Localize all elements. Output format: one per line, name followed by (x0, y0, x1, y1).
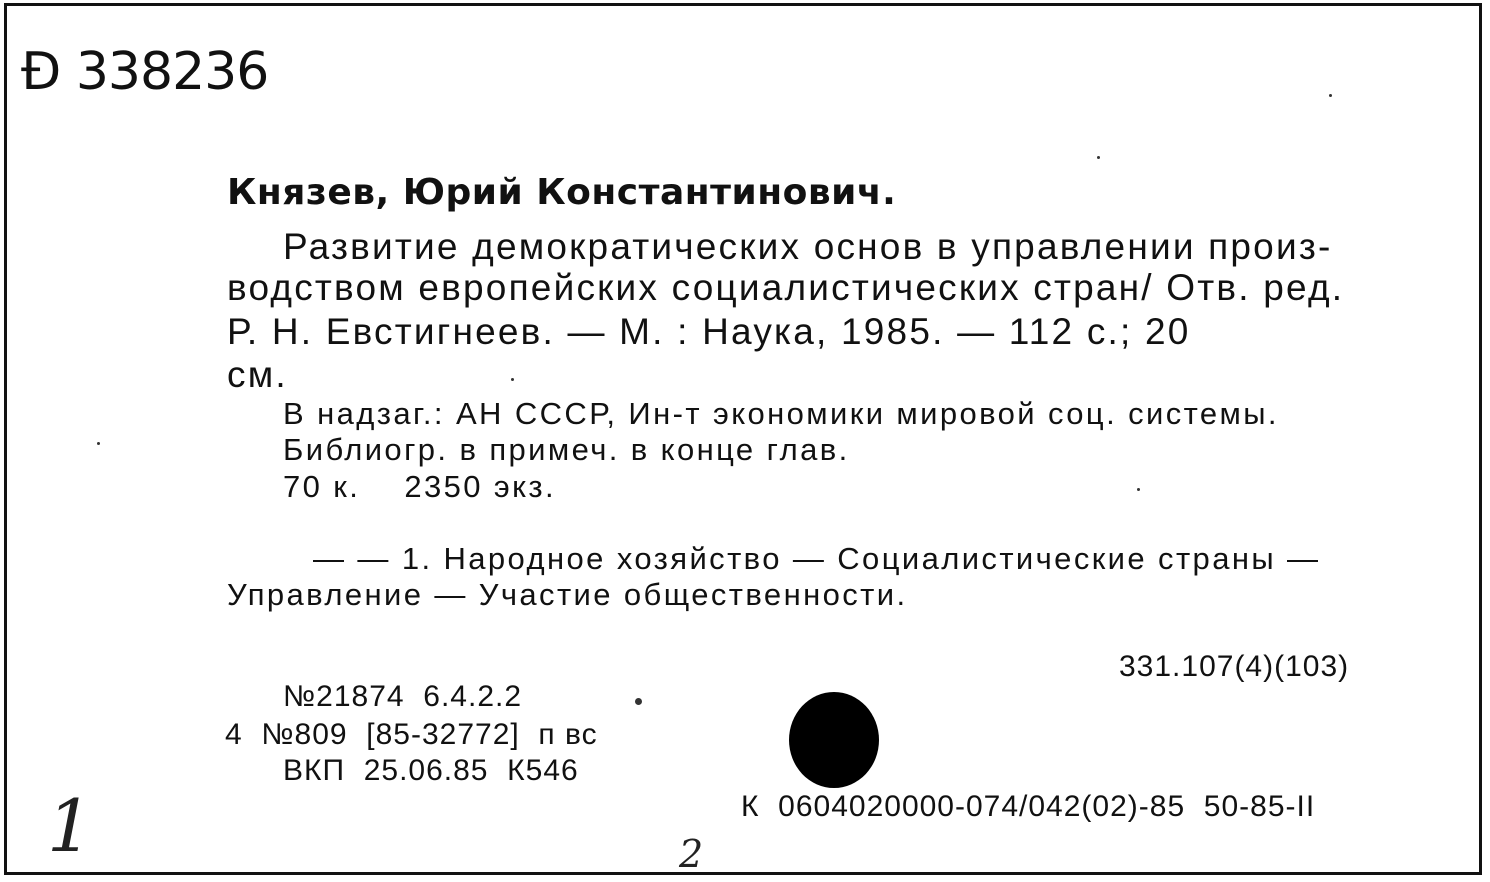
author-heading: Князев, Юрий Константинович. (227, 172, 897, 213)
catalog-code: К 0604020000-074/042(02)-85 50-85-II (741, 790, 1316, 823)
description-line: водством европейских социалистических стран/ Отв. ред. (227, 267, 1345, 308)
call-number: Ɖ 338236 (21, 42, 269, 102)
ink-speck (97, 442, 100, 445)
notes-line: 70 к. 2350 экз. (283, 469, 557, 504)
classification-index: 331.107(4)(103) (1119, 650, 1350, 683)
ink-speck (1097, 156, 1100, 159)
ink-speck (1329, 94, 1332, 97)
punch-hole (789, 692, 879, 788)
catalog-card (4, 3, 1482, 875)
ink-speck (1137, 488, 1140, 491)
ink-speck (635, 698, 642, 705)
notes-line: В надзаг.: АН СССР, Ин-т экономики мировой соц. системы. (283, 396, 1279, 431)
subject-line: — — 1. Народное хозяйство — Социалистические страны — (313, 541, 1321, 576)
ink-speck (511, 378, 514, 381)
handwritten-number-bottom: 2 (679, 832, 704, 876)
subject-line: Управление — Участие общественности. (227, 577, 908, 612)
description-line: см. (227, 354, 288, 395)
handwritten-number-left: 1 (47, 784, 93, 868)
notes-line: Библиогр. в примеч. в конце глав. (283, 432, 850, 467)
description-line: Развитие демократических основ в управлении произ- (283, 226, 1333, 267)
tech-line: 4 №809 [85-32772] п вс (225, 718, 598, 751)
tech-line: №21874 6.4.2.2 (283, 680, 523, 713)
description-line: Р. Н. Евстигнеев. — М. : Наука, 1985. — 112 с.; 20 (227, 311, 1191, 352)
tech-line: ВКП 25.06.85 К546 (283, 754, 579, 787)
